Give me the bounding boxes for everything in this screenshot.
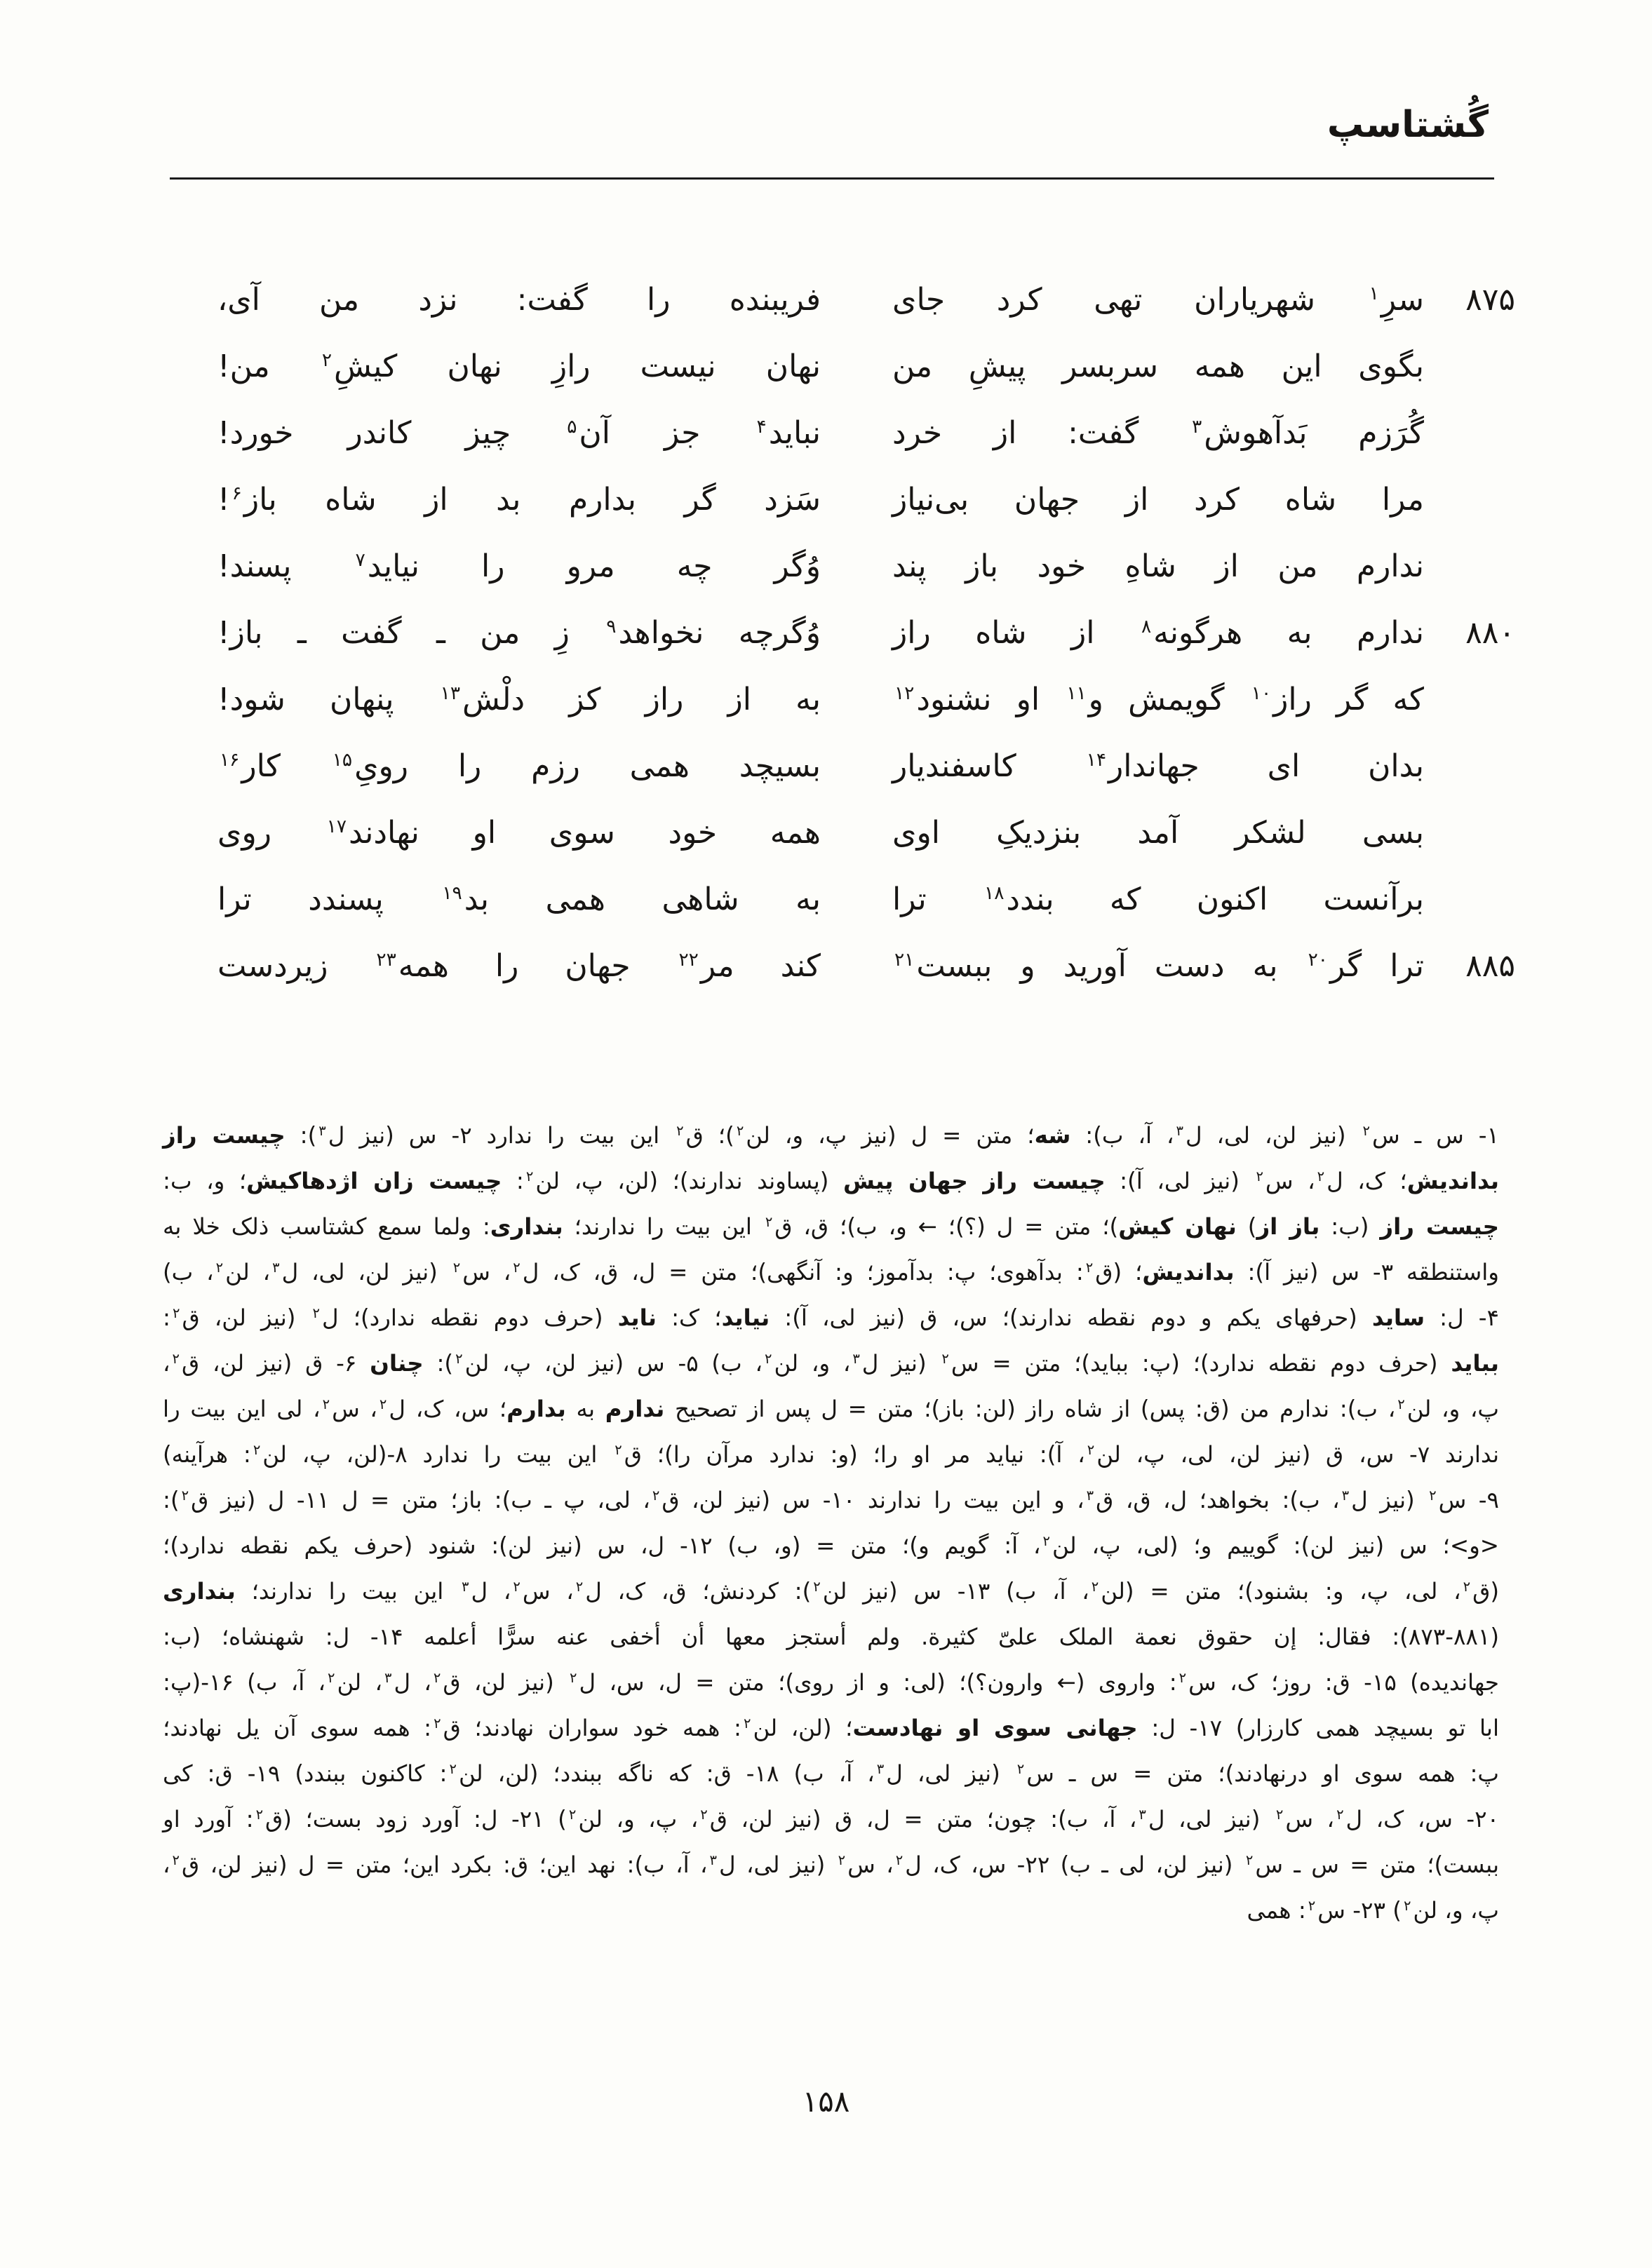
hemistich-first: گُرَزم بَدآهوش$^۳$ گفت: از خرد bbox=[892, 415, 1424, 451]
verse-row bbox=[217, 480, 1515, 547]
footnote-line: پ، و، لن$^۲$، ب): ندارم من (ق: پس) از شاه راز (لن: باز)؛ متن = ل پس از تصحیح ندارم به بدارم؛ س، ک، ل$^۲$، س$^۲$، لی این بیت را bbox=[163, 1396, 1500, 1422]
verse-number: ۸۸۰ bbox=[1465, 615, 1515, 651]
hemistich-first: سرِ$^۱$ شهریاران تهی کرد جای bbox=[892, 282, 1424, 318]
verse-row bbox=[217, 281, 1515, 347]
footnote-line: ۱- س ـ س$^۲$ (نیز لن، لی، ل$^۳$، آ، ب): شه؛ متن = ل (نیز پ، و، لن$^۲$)؛ ق$^۲$ این بیت را ندارد ۲- س (نیز ل$^۳$): چیست راز bbox=[163, 1122, 1499, 1149]
hemistich-second: فریبنده را گفت: نزد من آی، bbox=[217, 282, 821, 318]
footnote-line: پ، و، لن$^۲$) ۲۳- س$^۲$: همی bbox=[1247, 1897, 1499, 1924]
hemistich-first: که گر راز$^{۱۰}$ گویمش و$^{۱۱}$ او نشنود$^{۱۲}$ bbox=[894, 682, 1424, 717]
hemistich-first: مرا شاه کرد از جهان بی‌نیاز bbox=[892, 482, 1424, 518]
hemistich-second: سَزد گر بدارم بد از شاه باز$^۶$! bbox=[217, 482, 821, 518]
footnote-line: ۲۰- س، ک، ل$^۲$، س$^۲$ (نیز لی، ل$^۳$، آ، ب): چون؛ متن = ل، ق (نیز لن، ق$^۲$، پ، و، لن$^۲$) ۲۱- ل: آورد زود بست؛ (ق$^۲$: آورد او bbox=[163, 1806, 1500, 1832]
hemistich-second: کند مر$^{۲۲}$ جهان را همه$^{۲۳}$ زیردست bbox=[217, 948, 821, 984]
header-rule bbox=[170, 177, 1494, 180]
verse-row bbox=[217, 347, 1515, 414]
footnote-line: (۸۷۳-۸۸۱): فقال: إن حقوق نعمة الملک علیّ کثیرة. ولم أستجز معها أن أخفی عنه سرًّا أعلمه ۱۴- ل: شهنشاه؛ (ب: bbox=[163, 1624, 1500, 1650]
critical-apparatus bbox=[163, 1114, 1499, 1934]
hemistich-first: ندارم من از شاهِ خود باز پند bbox=[892, 548, 1424, 584]
footnote-line: جهاندیده) ۱۵- ق: روز؛ ک، س$^۲$: واروی (← وارون؟)؛ (لی: و از روی)؛ متن = ل، س، ل$^۲$ (نیز لن، ق$^۲$، ل$^۳$، لن$^۲$، آ، ب) ۱۶-(پ: bbox=[163, 1669, 1499, 1696]
hemistich-first: بدان ای جهاندار$^{۱۴}$ کاسفندیار bbox=[892, 748, 1424, 784]
verse-row bbox=[217, 414, 1515, 480]
verse-row bbox=[217, 880, 1515, 947]
footnote-line: (ق$^۲$، لی، پ، و: بشنود)؛ متن = (لن$^۲$، آ، ب) ۱۳- س (نیز لن$^۲$): کردنش؛ ق، ک، ل$^۲$، س$^۲$، ل$^۳$ این بیت را ندارند؛ بنداری bbox=[163, 1578, 1500, 1605]
hemistich-second: بسیچد همی رزم را رویِ$^{۱۵}$ کار$^{۱۶}$ bbox=[220, 748, 821, 784]
footnote-line: چیست راز (ب: باز از) نهان کیش)؛ متن = ل (؟)؛ ← و، ب)؛ ق، ق$^۲$ این بیت را ندارند؛ بنداری: ولما سمع کشتاسب ذلک خلا به bbox=[163, 1213, 1500, 1240]
hemistich-second: به شاهی همی بد$^{۱۹}$ پسندد ترا bbox=[217, 882, 821, 917]
hemistich-second: نهان نیست رازِ نهان کیشِ$^۲$ من! bbox=[217, 349, 821, 384]
footnote-line: ابا تو بسیچد همی کارزار) ۱۷- ل: جهانی سوی او نهادست؛ (لن، لن$^۲$: همه خود سواران نهادند؛ ق$^۲$: همه سوی آن یل نهادند؛ bbox=[163, 1715, 1499, 1741]
footnote-line: ببست)؛ متن = س ـ س$^۲$ (نیز لن، لی ـ ب) ۲۲- س، ک، ل$^۲$، س$^۲$ (نیز لی، ل$^۳$، آ، ب): نهد این؛ ق: بکرد این؛ متن = ل (نیز لن، ق$^۲$، bbox=[163, 1851, 1499, 1878]
verse-row bbox=[217, 747, 1515, 814]
hemistich-first: ترا گر$^{۲۰}$ به دست آورید و ببست$^{۲۱}$ bbox=[894, 948, 1424, 984]
hemistich-second: نباید$^۴$ جز آن$^۵$ چیز کاندر خورد! bbox=[217, 415, 821, 451]
verse-number: ۸۷۵ bbox=[1465, 282, 1515, 318]
footnote-line: بداندیش؛ ک، ل$^۲$، س$^۲$ (نیز لی، آ): چیست راز جهان پیش (پساوند ندارند)؛ (لن، پ، لن$^۲$: چیست زان اژدهاکیش؛ و، ب: bbox=[163, 1168, 1500, 1194]
hemistich-first: ندارم به هرگونه$^۸$ از شاه راز bbox=[892, 615, 1425, 651]
verse-number: ۸۸۵ bbox=[1465, 948, 1515, 984]
hemistich-second: وُگرچه نخواهد$^۹$ زِ من ـ گفت ـ باز! bbox=[217, 615, 821, 651]
hemistich-second: وُگر چه مرو را نیاید$^۷$ پسند! bbox=[217, 548, 821, 584]
footnote-line: <و>؛ س (نیز لن): گوییم و؛ (لی، پ، لن$^۲$، آ: گویم و)؛ متن = (و، ب) ۱۲- ل، س (نیز لن): شنود (حرف یکم نقطه ندارد)؛ bbox=[163, 1532, 1500, 1559]
chapter-title: گُشتاسپ bbox=[1327, 104, 1489, 146]
verse-row bbox=[217, 547, 1515, 614]
footnote-line: واستنطقه ۳- س (نیز آ): بداندیش؛ (ق$^۲$: بدآهوی؛ پ: بدآموز؛ و: آنگهی)؛ متن = ل، ق، ک، ل$^۲$، س$^۲$ (نیز لن، لی، ل$^۳$، لن$^۲$، ب) bbox=[163, 1259, 1499, 1285]
verse-row bbox=[217, 614, 1515, 680]
poem-verses bbox=[217, 281, 1515, 1013]
page-number: ۱۵۸ bbox=[802, 2084, 850, 2119]
hemistich-first: بسی لشکر آمد بنزدیکِ اوی bbox=[892, 815, 1424, 851]
verse-row bbox=[217, 814, 1515, 880]
footnote-line: پ: همه سوی او درنهادند)؛ متن = س ـ س$^۲$ (نیز لی، ل$^۳$، آ، ب) ۱۸- ق: که ناگه ببندد؛ (لن، لن$^۲$: کاکنون ببندد) ۱۹- ق: کی bbox=[163, 1760, 1500, 1787]
footnote-line: ۹- س$^۲$ (نیز ل$^۳$، ب): بخواهد؛ ل، ق، ق$^۳$، و این بیت را ندارند ۱۰- س (نیز لن، ق$^۲$، لی، پ ـ ب): باز؛ متن = ل ۱۱- ل (نیز ق$^۲$): bbox=[163, 1487, 1499, 1513]
verse-row bbox=[217, 947, 1515, 1013]
footnote-line: بباید (حرف دوم نقطه ندارد)؛ (پ: بباید)؛ متن = س$^۲$ (نیز ل$^۳$، و، لن$^۲$، ب) ۵- س (نیز لن، پ، لن$^۲$): چنان ۶- ق (نیز لن، ق$^۲$، bbox=[163, 1350, 1499, 1377]
hemistich-second: به از راز کز دلْش$^{۱۳}$ پنهان شود! bbox=[217, 682, 821, 717]
hemistich-second: همه خود سوی او نهادند$^{۱۷}$ روی bbox=[217, 815, 821, 851]
hemistich-first: بگوی این همه سربسر پیشِ من bbox=[892, 349, 1424, 384]
footnote-line: ندارند ۷- س، ق (نیز لن، لی، پ، لن$^۲$، آ): نیاید مر او را؛ (و: ندارد مرآن را)؛ ق$^۲$ این بیت را ندارد ۸-(لن، پ، لن$^۲$: هرآینه) bbox=[163, 1441, 1499, 1468]
hemistich-first: برآنست اکنون که بندد$^{۱۸}$ ترا bbox=[892, 882, 1424, 917]
verse-row bbox=[217, 680, 1515, 747]
footnote-line: ۴- ل: ساید (حرفهای یکم و دوم نقطه ندارند)؛ س، ق (نیز لی، آ): نیاید؛ ک: ناید (حرف دوم نقطه ندارد)؛ ل$^۲$ (نیز لن، ق$^۲$: bbox=[163, 1304, 1499, 1331]
